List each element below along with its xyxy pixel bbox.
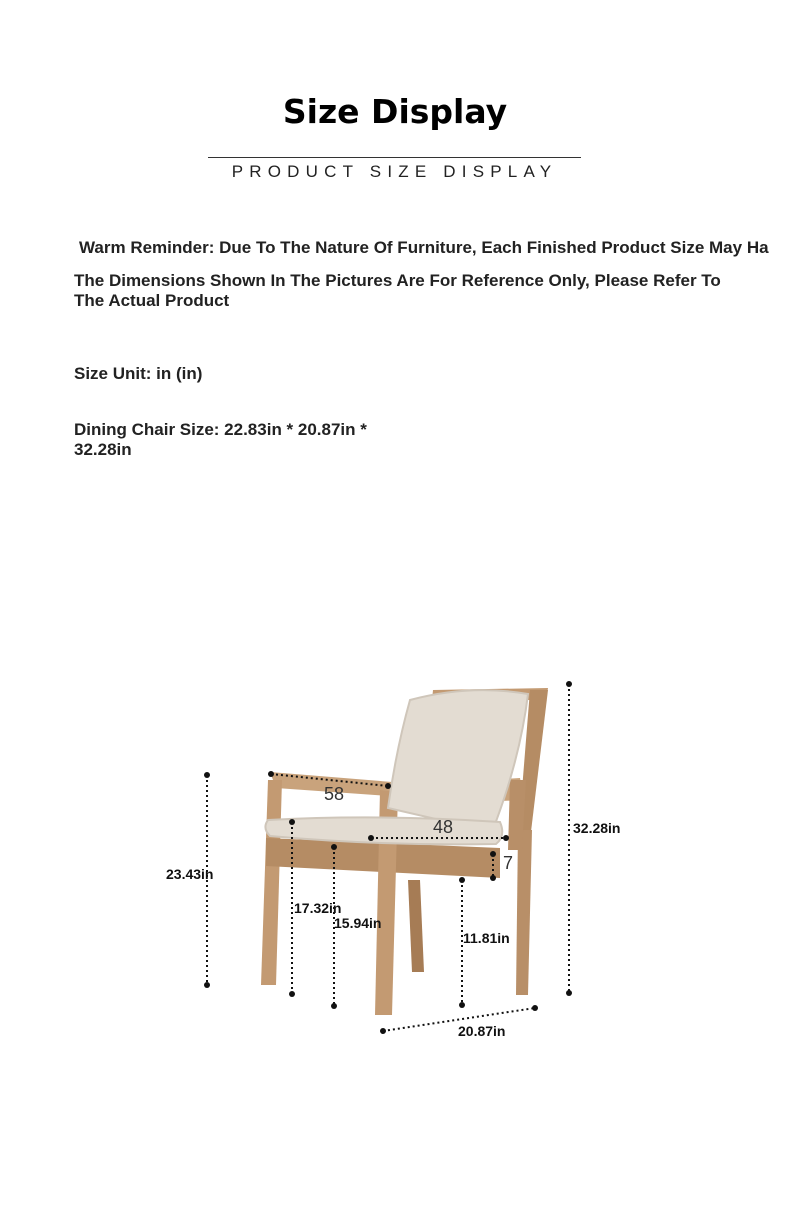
dim-seat-width: 48 <box>433 817 454 837</box>
chair-size-text: Dining Chair Size: 22.83in * 20.87in * 32.28in <box>74 420 367 459</box>
page-subtitle: PRODUCT SIZE DISPLAY <box>231 162 558 181</box>
warm-reminder-text: Warm Reminder: Due To The Nature Of Furniture, Each Finished Product Size May Ha <box>79 238 769 257</box>
dim-arm-length: 58 <box>324 784 345 804</box>
dim-depth: 20.87in <box>458 1023 506 1039</box>
dim-stretcher-height: 11.81in <box>463 930 510 946</box>
dim-arm-height: 23.43in <box>166 866 214 882</box>
size-unit-text: Size Unit: in (in) <box>74 364 203 383</box>
dim-seat-height-front: 17.32in <box>294 900 342 916</box>
reference-note-text: The Dimensions Shown In The Pictures Are For Reference Only, Please Refer To The Actual Product <box>74 271 721 310</box>
dim-cushion-thickness: 7 <box>503 853 514 873</box>
page-title: Size Display <box>282 92 508 131</box>
chair-cushions <box>265 690 528 844</box>
dim-seat-height-back: 15.94in <box>334 915 382 931</box>
dim-total-height: 32.28in <box>573 820 621 836</box>
